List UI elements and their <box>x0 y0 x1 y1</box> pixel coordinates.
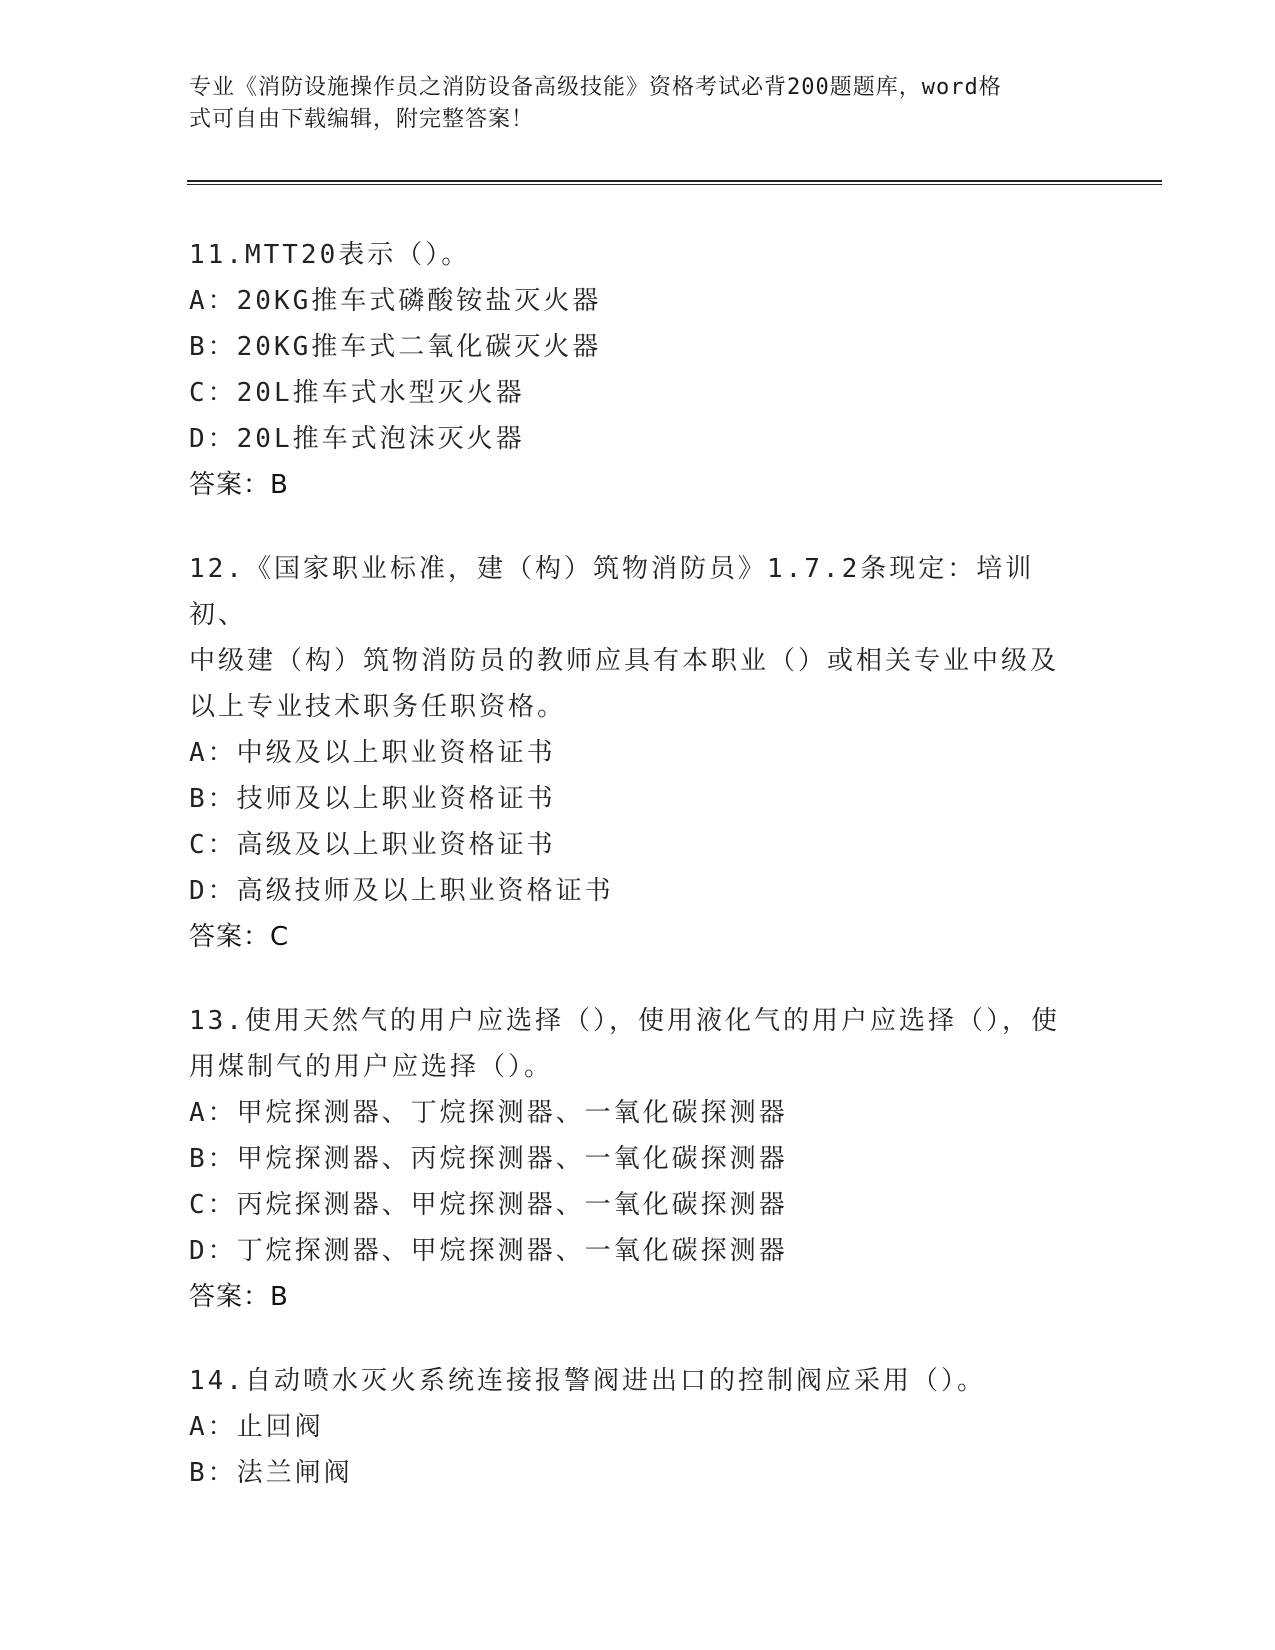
option-a: A：中级及以上职业资格证书 <box>189 738 556 768</box>
answer-label: 答案： <box>189 1282 271 1312</box>
answer-line <box>189 462 1089 508</box>
answer-value: B <box>270 470 289 500</box>
question-stem: 13.使用天然气的用户应选择（），使用液化气的用户应选择（），使 <box>189 1006 1060 1036</box>
question-13 <box>189 998 1089 1320</box>
question-stem: 12.《国家职业标准，建（构）筑物消防员》1.7.2条现定：培训初、 <box>189 554 1035 630</box>
answer-line <box>189 1274 1089 1320</box>
option-b: B：20KG推车式二氧化碳灭火器 <box>189 332 602 362</box>
answer-value: C <box>270 922 290 952</box>
question-12 <box>189 546 1089 960</box>
option-a: A：止回阀 <box>189 1412 324 1442</box>
question-stem: 14.自动喷水灭火系统连接报警阀进出口的控制阀应采用（）。 <box>189 1366 986 1396</box>
header-rule-thin <box>187 184 1162 185</box>
option-d: D：20L推车式泡沫灭火器 <box>189 424 525 454</box>
header-line-1: 专业《消防设施操作员之消防设备高级技能》资格考试必背200题题库，word格 <box>189 75 1002 100</box>
question-stem: 用煤制气的用户应选择（）。 <box>189 1052 554 1082</box>
option-b: B：技师及以上职业资格证书 <box>189 784 556 814</box>
option-a: A：20KG推车式磷酸铵盐灭火器 <box>189 286 602 316</box>
option-d: D：丁烷探测器、甲烷探测器、一氧化碳探测器 <box>189 1236 788 1266</box>
option-a: A：甲烷探测器、丁烷探测器、一氧化碳探测器 <box>189 1098 788 1128</box>
header-rule-thick <box>187 180 1162 182</box>
option-b: B：法兰闸阀 <box>189 1458 353 1488</box>
answer-value: B <box>270 1282 289 1312</box>
option-b: B：甲烷探测器、丙烷探测器、一氧化碳探测器 <box>189 1144 788 1174</box>
option-c: C：高级及以上职业资格证书 <box>189 830 556 860</box>
question-stem: 以上专业技术职务任职资格。 <box>189 692 567 722</box>
question-list <box>189 232 1089 1534</box>
question-14 <box>189 1358 1089 1496</box>
question-11 <box>189 232 1089 508</box>
option-c: C：丙烷探测器、甲烷探测器、一氧化碳探测器 <box>189 1190 788 1220</box>
answer-label: 答案： <box>189 470 271 500</box>
document-header <box>189 72 1069 136</box>
option-d: D：高级技师及以上职业资格证书 <box>189 876 614 906</box>
answer-line <box>189 914 1089 960</box>
question-stem: 中级建（构）筑物消防员的教师应具有本职业（）或相关专业中级及 <box>189 646 1060 676</box>
answer-label: 答案： <box>189 922 271 952</box>
header-line-2: 式可自由下载编辑，附完整答案！ <box>189 107 535 132</box>
option-c: C：20L推车式水型灭火器 <box>189 378 525 408</box>
question-stem: 11.MTT20表示（）。 <box>189 240 471 270</box>
